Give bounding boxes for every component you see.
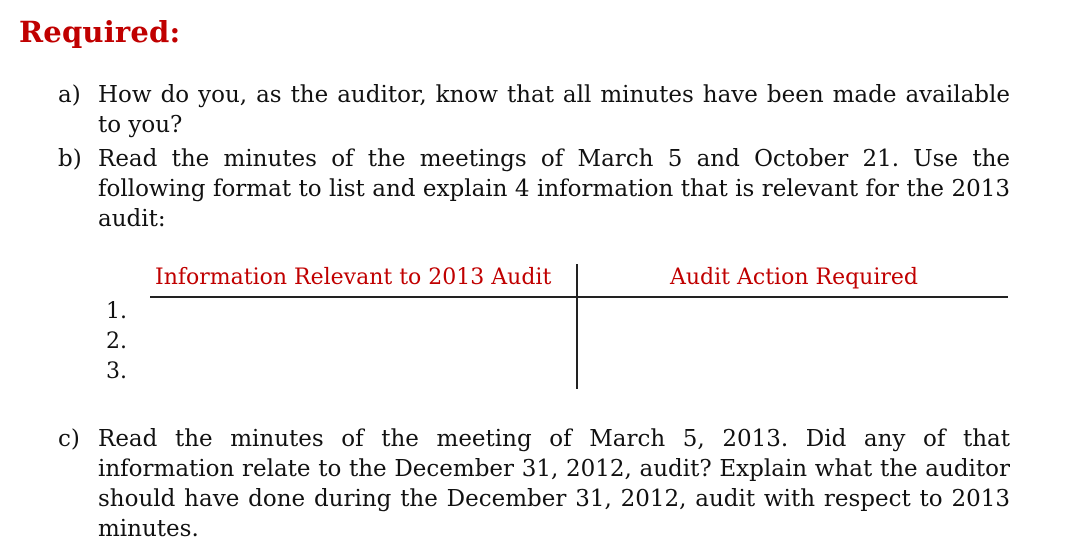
question-a-text: How do you, as the auditor, know that all minutes have been made available to you? [98, 82, 1010, 138]
table-header-rule [150, 296, 1008, 298]
table-header-audit-action: Audit Action Required [670, 265, 918, 290]
table-row-number: 1. [106, 299, 127, 324]
table-row-number: 2. [106, 329, 127, 354]
question-b-text: Read the minutes of the meetings of March 5 and October 21. Use the following format to list and explain 4 information that is relevant for the 2013 audit: [98, 146, 1010, 232]
table-column-divider [576, 264, 578, 389]
question-c-marker: c) [58, 426, 80, 452]
question-a-marker: a) [58, 82, 81, 108]
question-c-text: Read the minutes of the meeting of March 5, 2013. Did any of that information relate to the December 31, 2012, audit? Explain what the auditor should have done during the December 31, 2012, audit with respect to 2013 minutes. [98, 426, 1010, 542]
page-heading: Required: [19, 15, 181, 49]
question-b-marker: b) [58, 146, 82, 172]
table-row-number: 3. [106, 359, 127, 384]
table-header-information: Information Relevant to 2013 Audit [155, 265, 552, 290]
